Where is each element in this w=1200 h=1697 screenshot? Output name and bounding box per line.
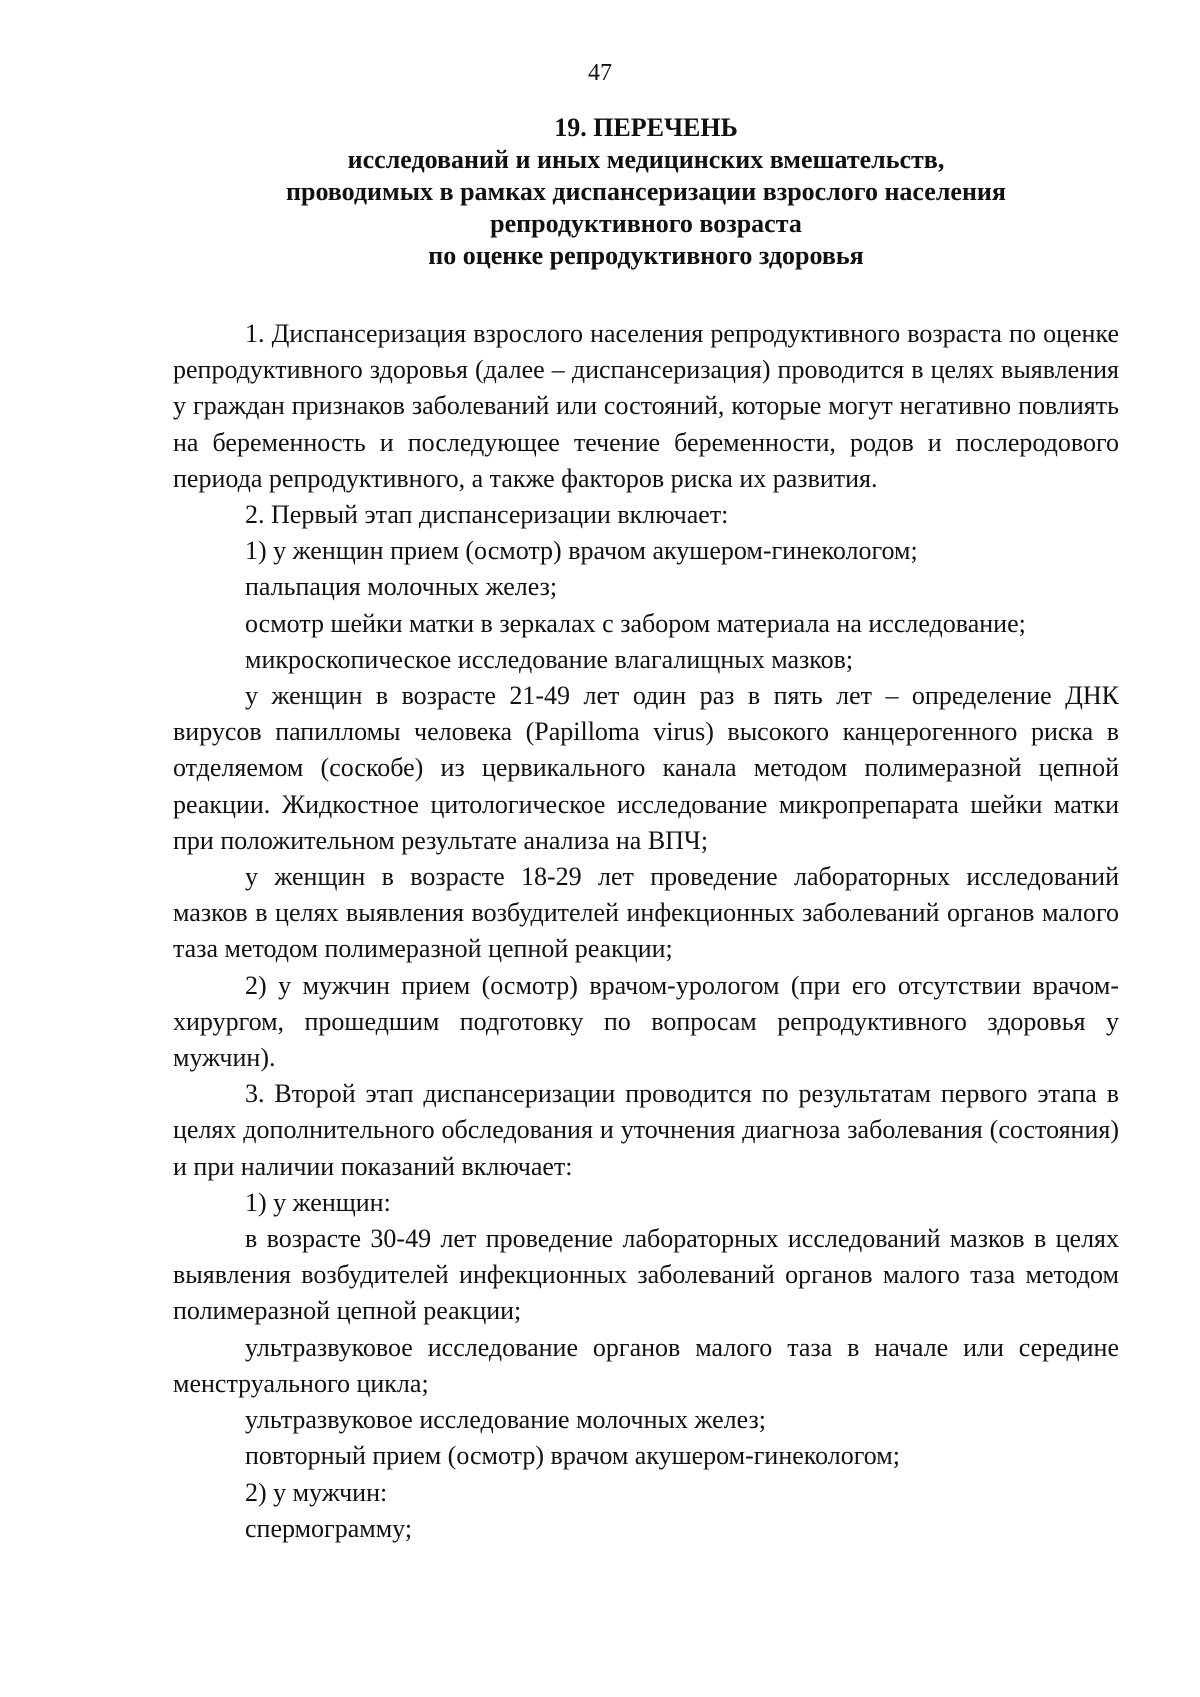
list-item-breast-ultrasound: ультразвуковое исследование молочных желез; (245, 1405, 766, 1435)
document-title (173, 112, 1119, 272)
document-body (173, 316, 1119, 1547)
list-item-cervix-exam: осмотр шейки матки в зеркалах с забором материала на исследование; (245, 608, 1026, 638)
title-subheading-line-2: проводимых в рамках диспансеризации взрослого населения (286, 177, 1006, 206)
list-item-spermogram: спермограмму; (245, 1513, 413, 1543)
page-number: 47 (588, 60, 612, 86)
list-item-women-exam: 1) у женщин прием (осмотр) врачом акушером-гинекологом; (245, 536, 918, 566)
list-item-men-heading: 2) у мужчин: (245, 1477, 388, 1507)
list-item-microscopy: микроскопическое исследование влагалищных мазков; (245, 644, 854, 674)
list-item-lab-30-49: в возрасте 30-49 лет проведение лабораторных исследований мазков в целях выявления возбудителей инфекционных заболеваний органов малого таза методом полимеразной цепной реакции; (173, 1224, 1119, 1326)
list-item-pelvic-ultrasound: ультразвуковое исследование органов малого таза в начале или середине менструального цикла; (173, 1332, 1119, 1398)
list-item-repeat-exam: повторный прием (осмотр) врачом акушером-гинекологом; (245, 1441, 900, 1471)
title-subheading-line-1: исследований и иных медицинских вмешательств, (347, 145, 945, 174)
list-item-men-exam: 2) у мужчин прием (осмотр) врачом-урологом (при его отсутствии врачом-хирургом, прошедшим подготовку по вопросам репродуктивного здоровья у мужчин). (173, 970, 1119, 1073)
paragraph-3-second-stage: 3. Второй этап диспансеризации проводится по результатам первого этапа в целях дополнительного обследования и уточнения диагноза заболевания (состояния) и при наличии показаний включает: (173, 1079, 1119, 1181)
title-subheading-line-3: репродуктивного возраста (490, 209, 802, 238)
paragraph-2-first-stage: 2. Первый этап диспансеризации включает: (245, 500, 729, 530)
list-item-breast-palpation: пальпация молочных желез; (245, 572, 558, 602)
title-subheading-line-4: по оценке репродуктивного здоровья (428, 241, 864, 270)
list-item-hpv-test: у женщин в возрасте 21-49 лет один раз в пять лет – определение ДНК вирусов папилломы человека (Papilloma virus) высокого канцерогенного риска в отделяемом (соскобе) из цервикального канала методом полимеразной цепной реакции. Жидкостное цитологическое исследование микропрепарата шейки матки при положительном результате анализа на ВПЧ; (173, 681, 1119, 855)
title-heading: 19. ПЕРЕЧЕНЬ (554, 113, 738, 142)
list-item-women-heading: 1) у женщин: (245, 1187, 391, 1217)
list-item-lab-18-29: у женщин в возрасте 18-29 лет проведение лабораторных исследований мазков в целях выявления возбудителей инфекционных заболеваний органов малого таза методом полимеразной цепной реакции; (173, 862, 1119, 964)
paragraph-1-purpose: 1. Диспансеризация взрослого населения репродуктивного возраста по оценке репродуктивного здоровья (далее – диспансеризация) проводится в целях выявления у граждан признаков заболеваний или состояний, которые могут негативно повлиять на беременность и последующее течение беременности, родов и послеродового периода репродуктивного, а также факторов риска их развития. (173, 319, 1119, 493)
